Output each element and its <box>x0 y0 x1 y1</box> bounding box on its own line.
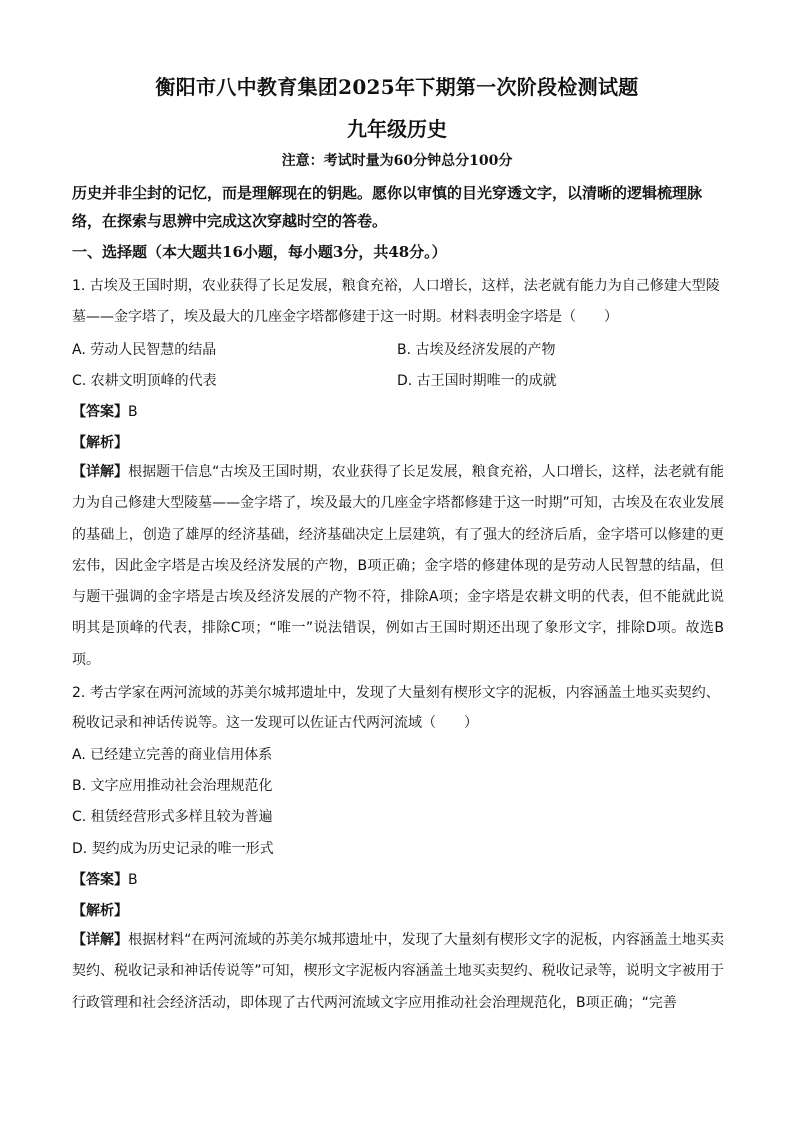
q2-answer <box>72 869 138 889</box>
q1-option-a: A. 劳动人民智慧的结晶 <box>72 342 217 358</box>
q2-stem-line2: 税收记录和神话传说等。这一发现可以佐证古代两河流域（ ） <box>72 715 478 731</box>
document-title: 衡阳市八中教育集团2025年下期第一次阶段检测试题 <box>155 75 639 99</box>
q1-detail-label: 【详解】 <box>72 464 129 480</box>
q2-stem-line1: 2. 考古学家在两河流域的苏美尔城邦遗址中，发现了大量刻有楔形文字的泥板，内容涵盖土地买卖契约、 <box>72 685 720 701</box>
q1-detail-text: 根据题干信息“古埃及王国时期，农业获得了长足发展，粮食充裕，人口增长，这样，法老就有能力为自己修建大型陵墓——金字塔了，埃及最大的几座金字塔都修建于这一时期”可知，古埃及在农业发展的基础上，创造了雄厚的经济基础，经济基础决定上层建筑，有了强大的经济后盾，金字塔可以修建的更宏伟，因此金字塔是古埃及经济发展的产物，B项正确；金字塔的修建体现的是劳动人民智慧的结晶，但与题干强调的金字塔是古埃及经济发展的产物不符，排除A项；金字塔是农耕文明的代表，但不能就此说明其是顶峰的代表，排除C项；“唯一”说法错误，例如古王国时期还出现了象形文字，排除D项。故选B项。 <box>72 464 724 668</box>
q1-option-d: D. 古王国时期唯一的成就 <box>397 373 557 389</box>
q1-option-c: C. 农耕文明顶峰的代表 <box>72 373 217 389</box>
q2-option-a: A. 已经建立完善的商业信用体系 <box>72 747 273 763</box>
q2-option-d: D. 契约成为历史记录的唯一形式 <box>72 841 274 857</box>
q1-answer-label: 【答案】 <box>72 404 128 420</box>
q2-detail-text: 根据材料“在两河流域的苏美尔城邦遗址中，发现了大量刻有楔形文字的泥板，内容涵盖土地买卖契约、税收记录和神话传说等”可知，楔形文字泥板内容涵盖土地买卖契约、税收记录等，说明文字被用于行政管理和社会经济活动，即体现了古代两河流域文字应用推动社会治理规范化，B项正确；“完善 <box>72 932 724 1011</box>
q2-analysis-label: 【解析】 <box>72 903 128 919</box>
q2-detail-label: 【详解】 <box>72 932 129 948</box>
q1-answer <box>72 401 138 421</box>
q2-option-c: C. 租赁经营形式多样且较为普遍 <box>72 809 273 825</box>
q1-stem-line2: 墓——金字塔了，埃及最大的几座金字塔都修建于这一时期。材料表明金字塔是（ ） <box>72 309 618 325</box>
q1-detail <box>72 457 724 676</box>
intro-paragraph: 历史并非尘封的记忆，而是理解现在的钥匙。愿你以审慎的目光穿透文字，以清晰的逻辑梳理脉络，在探索与思辨中完成这次穿越时空的答卷。 <box>72 184 703 230</box>
q2-answer-value: B <box>128 872 138 888</box>
document-subtitle: 九年级历史 <box>347 117 447 141</box>
q2-option-b: B. 文字应用推动社会治理规范化 <box>72 778 273 794</box>
q1-stem-line1: 1. 古埃及王国时期，农业获得了长足发展，粮食充裕，人口增长，这样，法老就有能力为自己修建大型陵 <box>72 278 720 294</box>
section-heading: 一、选择题（本大题共16小题，每小题3分，共48分。） <box>72 243 447 261</box>
exam-notice: 注意：考试时量为60分钟总分100分 <box>281 153 513 169</box>
q1-answer-value: B <box>128 404 138 420</box>
q2-answer-label: 【答案】 <box>72 872 128 888</box>
q1-analysis-label: 【解析】 <box>72 435 128 451</box>
q2-detail <box>72 925 724 1019</box>
q1-option-b: B. 古埃及经济发展的产物 <box>397 342 556 358</box>
